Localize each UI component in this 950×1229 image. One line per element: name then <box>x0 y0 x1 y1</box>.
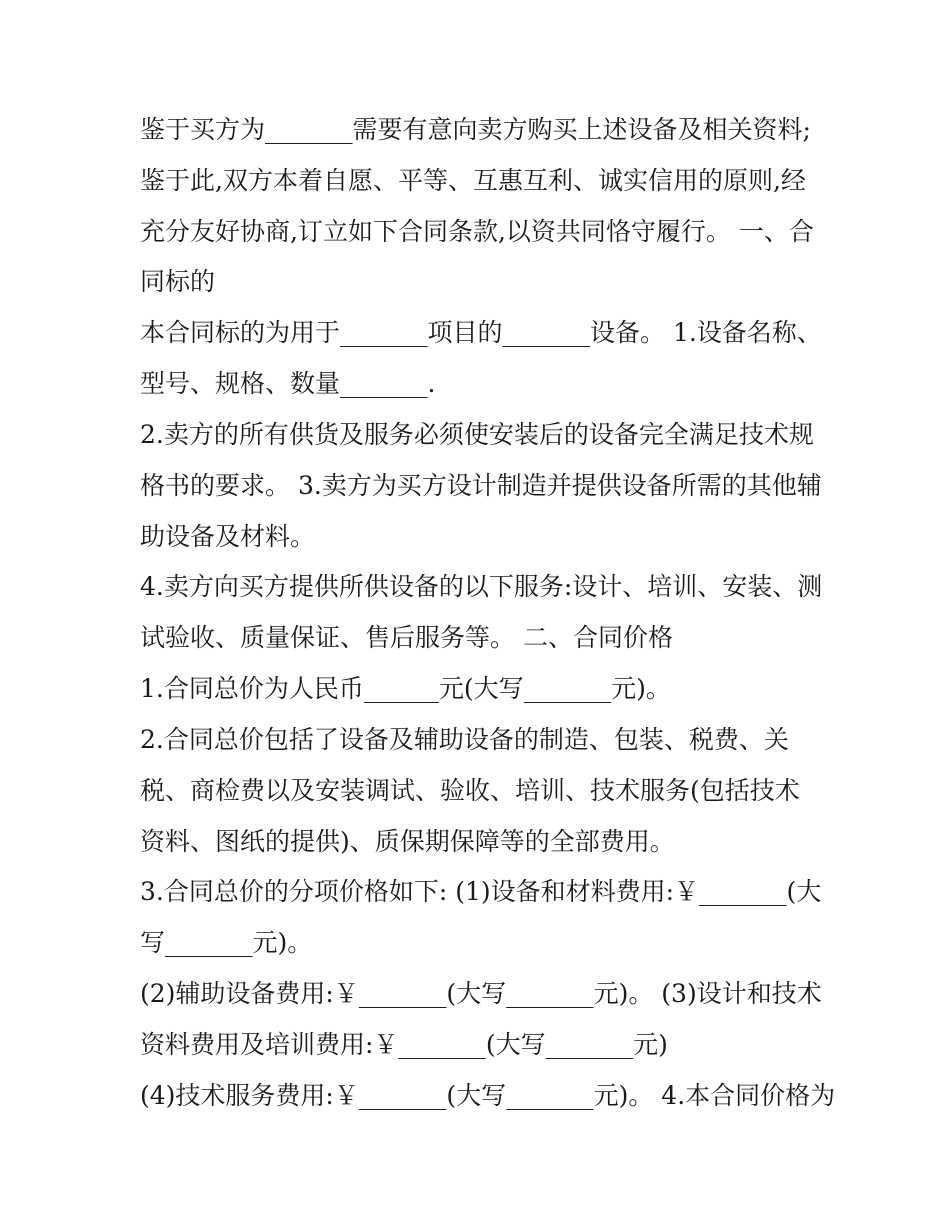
text-line: 型号、规格、数量_______. <box>140 369 436 398</box>
text-line: 3.合同总价的分项价格如下: (1)设备和材料费用:￥_______(大 <box>140 877 822 906</box>
text-line: 助设备及材料。 <box>140 522 316 551</box>
text-line: 写_______元)。 <box>140 928 313 957</box>
text-line: 资料、图纸的提供)、质保期保障等的全部费用。 <box>140 827 675 856</box>
text-line: 充分友好协商,订立如下合同条款,以资共同恪守履行。 一、合 <box>140 217 814 246</box>
text-line: 格书的要求。 3.卖方为买方设计制造并提供设备所需的其他辅 <box>140 471 822 500</box>
text-line: 税、商检费以及安装调试、验收、培训、技术服务(包括技术 <box>140 776 800 805</box>
text-line: 4.卖方向买方提供所供设备的以下服务:设计、培训、安装、测 <box>140 572 823 601</box>
text-line: 试验收、质量保证、售后服务等。 二、合同价格 <box>140 623 673 652</box>
text-line: 同标的 <box>140 267 216 296</box>
text-line: (2)辅助设备费用:￥_______(大写_______元)。 (3)设计和技术 <box>140 979 822 1008</box>
text-line: 2.卖方的所有供货及服务必须使安装后的设备完全满足技术规 <box>140 420 814 449</box>
text-line: 鉴于买方为_______需要有意向卖方购买上述设备及相关资料; <box>140 115 811 144</box>
text-line: 鉴于此,双方本着自愿、平等、互惠互利、诚实信用的原则,经 <box>140 166 806 195</box>
text-line: 1.合同总价为人民币______元(大写_______元)。 <box>140 674 671 703</box>
text-line: (4)技术服务费用:￥_______(大写_______元)。 4.本合同价格为 <box>140 1081 836 1110</box>
text-line: 2.合同总价包括了设备及辅助设备的制造、包装、税费、关 <box>140 725 789 754</box>
text-line: 资料费用及培训费用:￥_______(大写_______元) <box>140 1030 668 1059</box>
text-line: 本合同标的为用于_______项目的_______设备。 1.设备名称、 <box>140 318 822 347</box>
